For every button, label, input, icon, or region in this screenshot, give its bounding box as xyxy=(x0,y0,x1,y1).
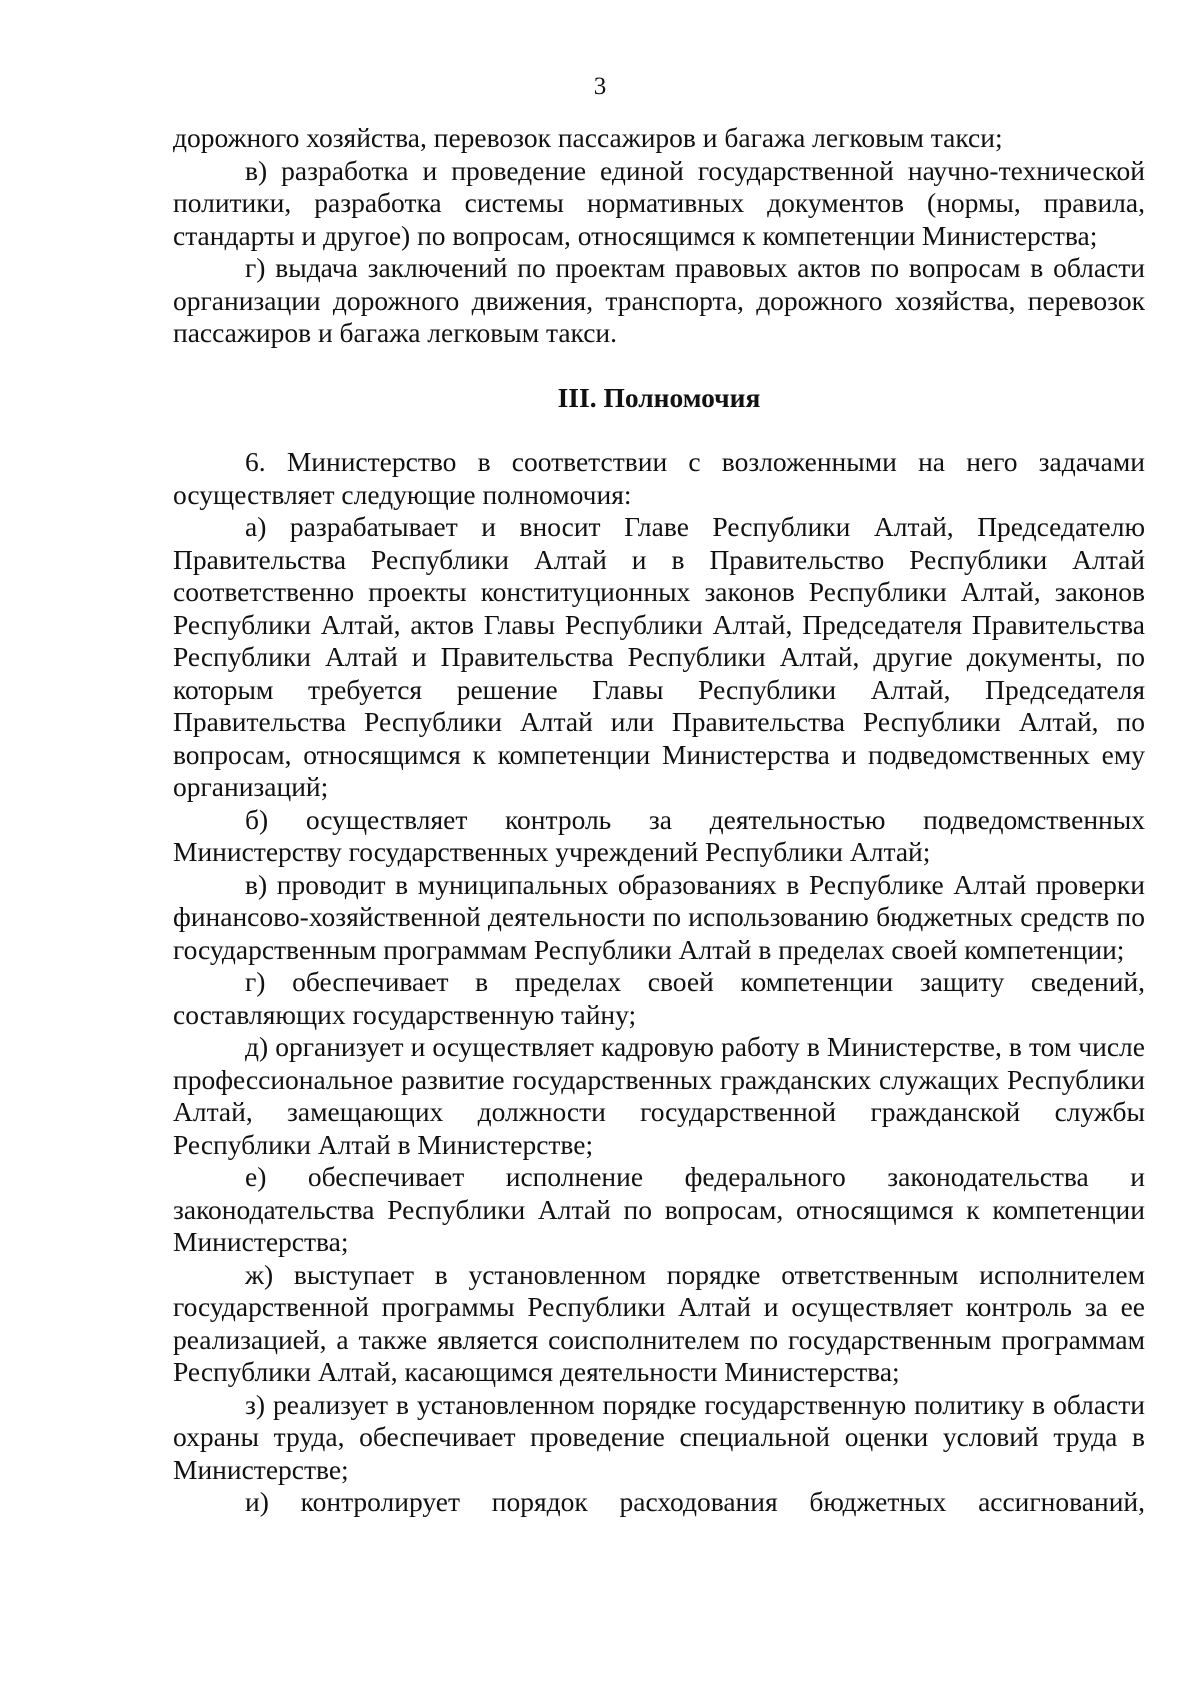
paragraph-item-e: е) обеспечивает исполнение федерального законодательства и законодательства Республики Алтай по вопросам, относящимся к компетенции Министерства; xyxy=(173,1161,1145,1257)
paragraph-item-z: з) реализует в установленном порядке государственную политику в области охраны труда, обеспечивает проведение специальной оценки условий труда в Министерстве; xyxy=(173,1388,1145,1485)
paragraph-item-d: д) организует и осуществляет кадровую работу в Министерстве, в том числе профессиональное развитие государственных гражданских служащих Республики Алтай, замещающих должности государственной гражданской службы Республики Алтай в Министерстве; xyxy=(173,1031,1145,1160)
paragraph-item-zh: ж) выступает в установленном порядке ответственным исполнителем государственной программы Республики Алтай и осуществляет контроль за ее реализацией, а также является соисполнителем по государственным программам Республики Алтай, касающимся деятельности Министерства; xyxy=(173,1258,1145,1387)
section-heading: III. Полномочия xyxy=(557,381,761,413)
paragraph-item-i: и) контролирует порядок расходования бюджетных ассигнований, xyxy=(245,1486,1145,1517)
paragraph-item-g2: г) обеспечивает в пределах своей компетенции защиту сведений, составляющих государственную тайну; xyxy=(173,966,1145,1030)
paragraph-item-v: в) разработка и проведение единой государственной научно-технической политики, разработка системы нормативных документов (нормы, правила, стандарты и другое) по вопросам, относящимся к компетенции Министерства; xyxy=(173,154,1145,251)
paragraph-continuation: дорожного хозяйства, перевозок пассажиров и багажа легковым такси; xyxy=(173,122,1003,153)
page-number: 3 xyxy=(593,73,607,100)
document-body xyxy=(173,122,1145,1519)
paragraph-item-g: г) выдача заключений по проектам правовых актов по вопросам в области организации дорожного движения, транспорта, дорожного хозяйства, перевозок пассажиров и багажа легковым такси. xyxy=(173,252,1145,348)
paragraph-clause-6: 6. Министерство в соответствии с возложенными на него задачами осуществляет следующие полномочия: xyxy=(173,446,1145,510)
paragraph-item-a: а) разрабатывает и вносит Главе Республики Алтай, Председателю Правительства Республики Алтай и в Правительство Республики Алтай соответственно проекты конституционных законов Республики Алтай, законов Республики Алтай, актов Главы Республики Алтай, Председателя Правительства Республики Алтай и Правительства Республики Алтай, другие документы, по которым требуется решение Главы Республики Алтай, Председателя Правительства Республики Алтай или Правительства Республики Алтай, по вопросам, относящимся к компетенции Министерства и подведомственных ему организаций; xyxy=(173,511,1145,802)
paragraph-item-b: б) осуществляет контроль за деятельностью подведомственных Министерству государственных учреждений Республики Алтай; xyxy=(173,803,1145,867)
paragraph-item-v2: в) проводит в муниципальных образованиях в Республике Алтай проверки финансово-хозяйственной деятельности по использованию бюджетных средств по государственным программам Республики Алтай в пределах своей компетенции; xyxy=(173,868,1145,965)
